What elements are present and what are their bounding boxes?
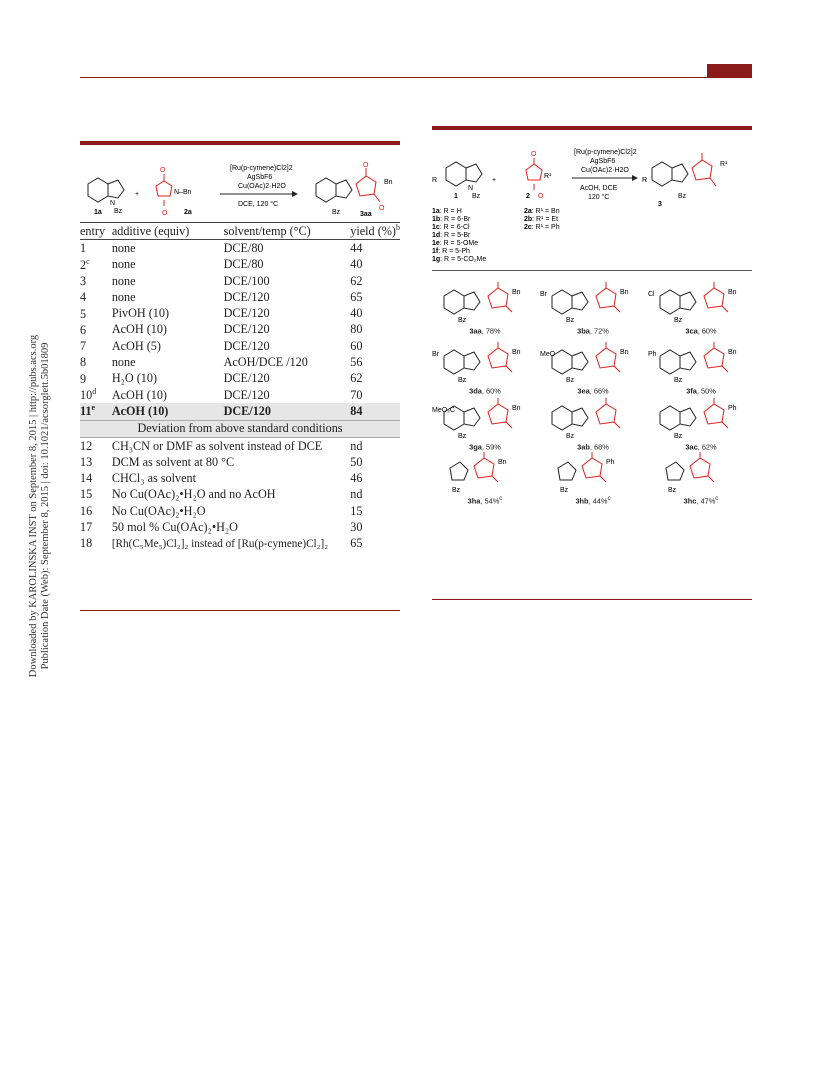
cell-entry: 10$^d$	[80, 387, 97, 403]
table-row-optimal	[80, 403, 400, 420]
product-3ba	[540, 280, 646, 334]
product-3aa-succinimide	[356, 168, 380, 202]
cell-yield: 65	[350, 536, 363, 551]
reagent-additive-2: AgSbF6	[590, 158, 616, 165]
product-label	[432, 495, 538, 505]
watermark-line-2: Publication Date (Web): September 8, 2015 | doi: 10.1021/acsorglett.5b01809	[40, 342, 51, 670]
cell-additive: none	[111, 257, 136, 272]
label-o-3aa-top: O	[363, 162, 369, 169]
label-2: 2	[526, 193, 530, 200]
cell-deviation: 50 mol % Cu(OAc)₂•H₂O	[111, 519, 238, 534]
arrowhead-2	[632, 175, 638, 181]
indole-ring	[552, 406, 588, 430]
cell-entry: 7	[80, 339, 87, 354]
table-row	[80, 454, 400, 470]
product-yield: , 72%	[589, 326, 609, 336]
r1-label: Bn	[728, 349, 737, 356]
table-top-bar	[80, 141, 400, 145]
product-footnote: c	[499, 495, 503, 502]
table-row	[80, 240, 400, 257]
product-label	[432, 325, 538, 335]
product-id: 3da	[469, 386, 482, 396]
cell-deviation: [Rh(C₅Me₅)Cl₂]₂ instead of [Ru(p-cymene)Cl₂]₂	[111, 537, 329, 550]
cell-entry: 15	[80, 487, 93, 502]
product-footnote: c	[607, 495, 611, 502]
indole-1	[446, 162, 482, 186]
label-1: 1	[454, 193, 458, 200]
product-yield: , 78%	[481, 326, 501, 336]
bz-label: Bz	[566, 377, 575, 384]
product-yield: , 59%	[481, 442, 501, 452]
plus-sign-1: +	[135, 191, 140, 198]
bz-label: Bz	[560, 487, 569, 494]
product-label	[648, 385, 754, 395]
cell-yield: nd	[350, 487, 363, 502]
header-rule	[80, 77, 752, 78]
label-o-2a-bottom: O	[162, 210, 168, 217]
product-label	[540, 385, 646, 395]
product-yield: , 47%	[696, 496, 716, 506]
reagent-additive: AgSbF6	[247, 174, 273, 181]
bz-label: Bz	[674, 377, 683, 384]
cell-entry: 2$^c$	[80, 256, 90, 272]
r1-label: Bn	[728, 289, 737, 296]
label-n-1: N	[468, 185, 474, 192]
optimization-table	[80, 222, 400, 552]
product-3ea	[540, 340, 646, 394]
reagent-oxidant: Cu(OAc)2·H2O	[238, 183, 286, 190]
succinimide-ring	[582, 452, 606, 482]
succinimide-ring	[488, 282, 512, 312]
cell-yield: 44	[350, 240, 363, 255]
label-1a: 1a	[94, 209, 102, 216]
bz-label: Bz	[458, 317, 467, 324]
cell-yield: 62	[350, 273, 363, 288]
maleimide-2	[526, 158, 542, 190]
product-footnote: c	[715, 495, 719, 502]
cell-entry: 16	[80, 503, 93, 518]
table-row	[80, 354, 400, 370]
label-bn-3aa: Bn	[384, 179, 393, 186]
product-id: 3ga	[469, 442, 482, 452]
cell-entry: 17	[80, 519, 93, 534]
succinimide-ring	[596, 342, 620, 372]
product-3da	[432, 340, 538, 394]
cell-solvent: DCE/120	[223, 338, 270, 353]
cell-solvent: DCE/120	[223, 371, 270, 386]
reagent-catalyst: [Ru(p-cymene)Cl2]2	[230, 165, 293, 172]
product-id: 3ba	[577, 326, 590, 336]
cell-deviation: CH₃CN or DMF as solvent instead of DCE	[111, 438, 323, 453]
indole-ring	[552, 290, 588, 314]
cell-entry: 13	[80, 454, 93, 469]
product-3ac	[648, 396, 754, 450]
header-solvent: solvent/temp (°C)	[224, 223, 351, 240]
substrate-1b: 1b: R = 6-Br	[432, 216, 471, 223]
r1-label: Bn	[512, 349, 521, 356]
cell-yield: 15	[350, 503, 363, 518]
cell-additive: none	[111, 289, 136, 304]
product-yield: , 54%	[480, 496, 500, 506]
label-2a: 2a	[184, 209, 192, 216]
product-id: 3hb	[575, 496, 589, 506]
cell-yield: 84	[350, 403, 400, 420]
header-entry: entry	[80, 223, 112, 240]
substituent-label: Br	[540, 291, 547, 298]
reaction-scheme-1	[80, 162, 400, 222]
cell-entry: 14	[80, 471, 93, 486]
bz-label: Bz	[566, 317, 575, 324]
product-id: 3ab	[577, 442, 590, 452]
cell-yield: 80	[350, 322, 363, 337]
cell-yield: 40	[350, 306, 363, 321]
product-yield: , 60%	[481, 386, 501, 396]
label-r1-2: R¹	[544, 173, 552, 180]
indole-ring	[660, 350, 696, 374]
indole-ring	[660, 406, 696, 430]
cell-entry: 5	[80, 306, 87, 321]
r1-label: Ph	[606, 459, 615, 466]
succinimide-ring	[596, 282, 620, 312]
r1-label: Bn	[620, 349, 629, 356]
table-header-row	[80, 223, 400, 240]
cell-solvent: DCE/120	[224, 403, 351, 420]
cell-yield: 50	[350, 454, 363, 469]
table-row	[80, 503, 400, 519]
bz-label: Bz	[566, 433, 575, 440]
r1-label: Bn	[620, 289, 629, 296]
cell-yield: 70	[350, 387, 363, 402]
cell-entry: 4	[80, 290, 87, 305]
plus-sign-2: +	[492, 177, 497, 184]
table-row	[80, 305, 400, 321]
indole-ring	[444, 350, 480, 374]
product-label	[540, 325, 646, 335]
cell-additive: none	[111, 273, 136, 288]
cell-yield: 65	[350, 289, 363, 304]
r1-label: Ph	[728, 405, 737, 412]
cell-additive: none	[111, 355, 136, 370]
pyrrole-ring	[666, 462, 684, 480]
product-id: 3ac	[685, 442, 698, 452]
cell-yield: nd	[350, 438, 363, 453]
table-bottom-rule	[80, 610, 400, 611]
table-row	[80, 322, 400, 338]
label-o-2a-top: O	[160, 167, 166, 174]
download-watermark	[28, 296, 52, 716]
label-3: 3	[658, 201, 662, 208]
product-label	[540, 495, 646, 505]
watermark-line-1: Downloaded by KAROLINSKA INST on September 8, 2015 | http://pubs.acs.org	[28, 334, 39, 678]
pyrrole-ring	[450, 462, 468, 480]
table-row	[80, 371, 400, 387]
cell-yield: 62	[350, 371, 363, 386]
cell-solvent: DCE/120	[223, 387, 270, 402]
cell-yield: 46	[350, 471, 363, 486]
label-2a-group: N–Bn	[174, 189, 192, 196]
r1-label: Bn	[512, 289, 521, 296]
header-tab	[707, 64, 752, 78]
substrate-2c: 2c: R¹ = Ph	[524, 224, 560, 231]
substituent-label: MeO₂C	[432, 407, 455, 414]
succinimide-ring	[704, 282, 728, 312]
bz-label: Bz	[674, 317, 683, 324]
arrowhead-1	[292, 191, 298, 197]
product-yield: , 62%	[697, 442, 717, 452]
cell-yield: 40	[350, 257, 363, 272]
product-yield: , 50%	[696, 386, 716, 396]
cell-deviation: No Cu(OAc)₂•H₂O and no AcOH	[111, 487, 276, 502]
substrate-1c: 1c: R = 6-Cl	[432, 224, 470, 231]
cell-deviation: DCM as solvent at 80 °C	[111, 454, 235, 469]
label-o-2-top: O	[531, 151, 537, 158]
cell-solvent: DCE/80	[223, 240, 264, 255]
cell-solvent: DCE/120	[223, 289, 270, 304]
label-r-1: R	[432, 177, 438, 184]
succinimide-ring	[690, 452, 714, 482]
r1-label: Bn	[498, 459, 507, 466]
product-3hb	[540, 450, 646, 504]
product-yield: , 68%	[589, 442, 609, 452]
succinimide-ring	[488, 342, 512, 372]
product-id: 3fa	[686, 386, 697, 396]
maleimide-2a	[156, 174, 172, 206]
bz-label: Bz	[668, 487, 677, 494]
product-yield: , 60%	[697, 326, 717, 336]
succinimide-ring	[596, 398, 620, 428]
reaction-conditions-1: DCE, 120 °C	[238, 201, 279, 208]
label-r1-3: R¹	[720, 161, 728, 168]
product-3-indole	[652, 162, 688, 186]
header-yield: yield (%)$^b$	[350, 223, 400, 239]
substrate-1f: 1f: R = 5-Ph	[432, 248, 470, 255]
substrate-list-2	[524, 208, 560, 231]
substrate-1e: 1e: R = 5-OMe	[432, 240, 479, 247]
label-bz-3aa: Bz	[332, 209, 341, 216]
bz-label: Bz	[452, 487, 461, 494]
product-3fa	[648, 340, 754, 394]
scheme-top-bar	[432, 126, 752, 130]
succinimide-ring	[488, 398, 512, 428]
product-id: 3ea	[577, 386, 590, 396]
scheme-divider	[432, 270, 752, 271]
product-id: 3ha	[467, 496, 481, 506]
substrate-2a: 2a: R¹ = Bn	[524, 208, 560, 215]
bz-label: Bz	[674, 433, 683, 440]
label-bz-1: Bz	[472, 193, 481, 200]
product-label	[648, 495, 754, 505]
cell-entry: 9	[80, 371, 87, 386]
pyrrole-ring	[558, 462, 576, 480]
product-3aa	[432, 280, 538, 334]
product-3hc	[648, 450, 754, 504]
table-row	[80, 289, 400, 305]
cell-additive: none	[111, 240, 136, 255]
reagent-oxidant-2: Cu(OAc)2·H2O	[581, 167, 629, 174]
product-3ab	[540, 396, 646, 450]
product-id: 3hc	[683, 496, 697, 506]
product-3ca	[648, 280, 754, 334]
conditions-line-1: AcOH, DCE	[580, 185, 618, 192]
cell-solvent: DCE/120	[223, 306, 270, 321]
product-id: 3aa	[469, 326, 482, 336]
cell-yield: 30	[350, 519, 363, 534]
cell-solvent: DCE/120	[223, 322, 270, 337]
cell-solvent: DCE/100	[223, 273, 270, 288]
deviation-header-row	[80, 420, 400, 437]
label-3aa: 3aa	[360, 211, 372, 218]
substrate-2b: 2b: R¹ = Et	[524, 216, 559, 223]
cell-additive: AcOH (10)	[111, 322, 167, 337]
cell-deviation: CHCl₃ as solvent	[111, 471, 196, 486]
succinimide-ring	[704, 342, 728, 372]
cell-deviation: No Cu(OAc)₂•H₂O	[111, 503, 206, 518]
label-n-1a: N	[110, 200, 116, 207]
substituent-label: Ph	[648, 351, 657, 358]
indole-ring	[444, 290, 480, 314]
table-row	[80, 536, 400, 552]
cell-yield: 60	[350, 338, 363, 353]
label-bz-1a: Bz	[114, 208, 123, 215]
product-yield: , 44%	[588, 496, 608, 506]
reaction-scheme-2	[432, 148, 752, 270]
cell-entry: 8	[80, 355, 87, 370]
table-row	[80, 487, 400, 503]
substrate-1g: 1g: R = 5-CO₂Me	[432, 256, 487, 263]
cell-solvent: AcOH/DCE /120	[223, 355, 308, 370]
cell-additive: H₂O (10)	[111, 371, 158, 386]
cell-yield: 56	[350, 355, 363, 370]
cell-additive: AcOH (5)	[111, 338, 161, 353]
substrate-1a: 1a: R = H	[432, 208, 462, 215]
substituent-label: MeO	[540, 351, 556, 358]
cell-additive: AcOH (10)	[111, 387, 167, 402]
product-3ga	[432, 396, 538, 450]
product-3-succinimide	[692, 153, 716, 186]
indole-1a	[88, 178, 124, 202]
conditions-line-2: 120 °C	[588, 194, 610, 201]
cell-entry: 3	[80, 274, 87, 289]
table-row	[80, 257, 400, 273]
substituent-label: Cl	[648, 291, 655, 298]
table-row	[80, 338, 400, 354]
table-row	[80, 387, 400, 403]
product-3ha	[432, 450, 538, 504]
cell-entry: 18	[80, 536, 93, 551]
succinimide-ring	[704, 398, 728, 428]
label-r-3: R	[642, 177, 648, 184]
table-row	[80, 519, 400, 535]
table-row	[80, 437, 400, 454]
reagent-catalyst-2: [Ru(p-cymene)Cl2]2	[574, 149, 637, 156]
header-additive: additive (equiv)	[112, 223, 224, 240]
bz-label: Bz	[458, 433, 467, 440]
scheme-bottom-rule	[432, 599, 752, 600]
deviation-header: Deviation from above standard conditions	[80, 420, 400, 437]
cell-entry: 12	[80, 438, 93, 453]
cell-entry: 1	[80, 241, 87, 256]
product-id: 3ca	[685, 326, 698, 336]
substituent-label: Br	[432, 351, 439, 358]
cell-entry: 11e	[80, 403, 112, 420]
bz-label: Bz	[458, 377, 467, 384]
indole-ring	[552, 350, 588, 374]
cell-solvent: DCE/80	[223, 257, 264, 272]
substrate-list-1	[432, 208, 486, 263]
product-yield: , 66%	[589, 386, 609, 396]
product-3aa-indole	[316, 178, 352, 202]
succinimide-ring	[474, 452, 498, 482]
table-row	[80, 273, 400, 289]
label-o-2-bottom: O	[538, 193, 544, 200]
indole-ring	[660, 290, 696, 314]
label-bz-3: Bz	[678, 193, 687, 200]
product-label	[648, 325, 754, 335]
cell-additive: PivOH (10)	[111, 306, 170, 321]
table-row	[80, 470, 400, 486]
cell-entry: 6	[80, 322, 87, 337]
cell-additive: AcOH (10)	[112, 403, 224, 420]
substrate-1d: 1d: R = 5-Br	[432, 232, 471, 239]
label-o-3aa-bottom: O	[379, 205, 385, 212]
product-label	[432, 385, 538, 395]
r1-label: Bn	[512, 405, 521, 412]
